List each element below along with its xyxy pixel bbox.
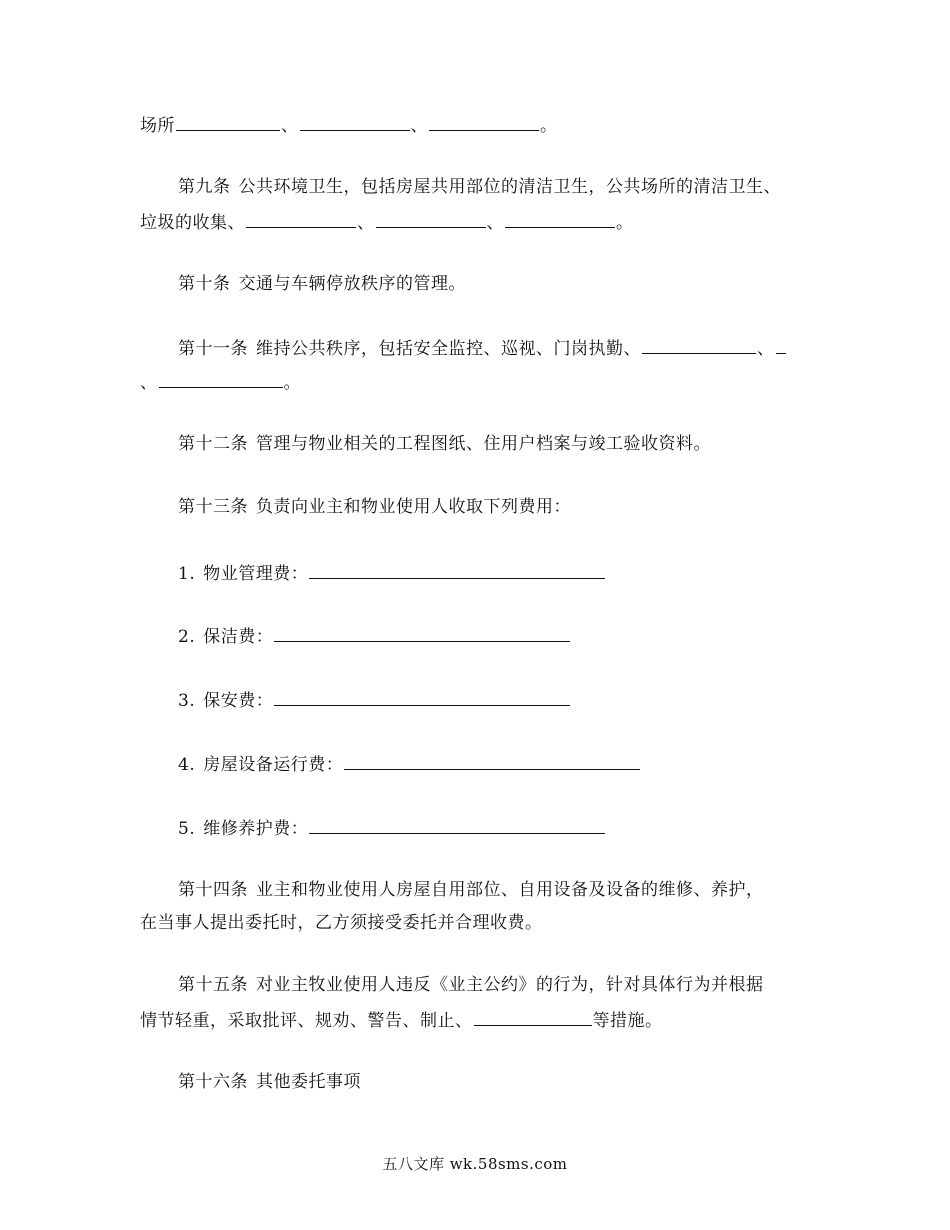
clause-12-text: 管理与物业相关的工程图纸、住用户档案与竣工验收资料。 — [256, 434, 711, 454]
fill-blank — [309, 816, 605, 834]
clause-9-text: 公共环境卫生，包括房屋共用部位的清洁卫生，公共场所的清洁卫生、 — [238, 177, 781, 197]
top-line-text: 场所 — [140, 116, 175, 136]
fill-blank — [429, 113, 539, 131]
fee-item — [178, 752, 641, 777]
fee-label: 维修养护费： — [203, 819, 309, 839]
fee-number: 4. — [178, 755, 196, 775]
separator: 、 — [486, 213, 504, 233]
period: 。 — [540, 116, 558, 136]
period: 。 — [616, 213, 634, 233]
separator: 、 — [410, 116, 428, 136]
clause-11-line-1 — [178, 336, 787, 361]
top-line — [140, 113, 558, 138]
clause-15-text-3: 等措施。 — [592, 1011, 663, 1031]
fill-blank — [159, 370, 283, 388]
clause-11-text: 维持公共秩序，包括安全监控、巡视、门岗执勤、 — [256, 339, 641, 359]
clause-9-line-1 — [178, 175, 781, 199]
fill-blank — [309, 561, 605, 579]
clause-11-line-2 — [140, 370, 301, 395]
separator: 、 — [757, 339, 775, 359]
separator: 、 — [140, 373, 158, 393]
clause-15-line-2 — [140, 1008, 663, 1033]
clause-15-text-2: 情节轻重，采取批评、规劝、警告、制止、 — [140, 1011, 473, 1031]
clause-10-title: 第十条 — [178, 274, 231, 294]
clause-9-title: 第九条 — [178, 177, 231, 197]
fee-number: 5. — [178, 819, 196, 839]
clause-11-title: 第十一条 — [178, 339, 248, 359]
clause-15-line-1 — [178, 973, 764, 997]
fee-item — [178, 688, 571, 713]
clause-12 — [178, 432, 711, 456]
clause-9-text-2: 垃圾的收集、 — [140, 213, 245, 233]
clause-16-title: 第十六条 — [178, 1072, 248, 1092]
clause-14-line-1 — [178, 878, 764, 902]
fill-blank — [274, 688, 570, 706]
clause-12-title: 第十二条 — [178, 434, 248, 454]
clause-14-title: 第十四条 — [178, 880, 248, 900]
fee-item — [178, 561, 606, 586]
clause-13-title: 第十三条 — [178, 497, 248, 517]
fee-item — [178, 816, 606, 841]
separator: 、 — [281, 116, 299, 136]
clause-15-text: 对业主牧业使用人违反《业主公约》的行为，针对具体行为并根据 — [256, 975, 764, 995]
fill-blank — [246, 210, 356, 228]
page-footer: 五八文库 wk.58sms.com — [382, 1155, 568, 1173]
fill-blank — [274, 624, 570, 642]
fill-blank — [642, 336, 756, 354]
clause-14-text-2: 在当事人提出委托时，乙方须接受委托并合理收费。 — [140, 913, 543, 933]
fill-blank — [344, 752, 640, 770]
clause-13-text: 负责向业主和物业使用人收取下列费用： — [256, 497, 571, 517]
clause-10 — [178, 272, 466, 296]
fee-item — [178, 624, 571, 649]
fill-blank — [176, 113, 280, 131]
fill-blank — [376, 210, 486, 228]
period: 。 — [283, 373, 301, 393]
fee-number: 3. — [178, 691, 196, 711]
fee-label: 保洁费： — [203, 627, 274, 647]
fill-blank — [776, 336, 786, 354]
fee-label: 保安费： — [203, 691, 274, 711]
clause-10-text: 交通与车辆停放秩序的管理。 — [238, 274, 466, 294]
clause-14-line-2 — [140, 911, 543, 935]
fill-blank — [505, 210, 615, 228]
clause-15-title: 第十五条 — [178, 975, 248, 995]
fill-blank — [474, 1008, 592, 1026]
clause-16-text: 其他委托事项 — [256, 1072, 361, 1092]
fee-number: 1. — [178, 564, 196, 584]
fee-number: 2. — [178, 627, 196, 647]
clause-14-text: 业主和物业使用人房屋自用部位、自用设备及设备的维修、养护， — [256, 880, 764, 900]
fee-label: 房屋设备运行费： — [203, 755, 344, 775]
separator: 、 — [357, 213, 375, 233]
clause-9-line-2 — [140, 210, 634, 235]
clause-13 — [178, 495, 571, 519]
fee-label: 物业管理费： — [203, 564, 309, 584]
clause-16 — [178, 1070, 361, 1094]
fill-blank — [300, 113, 410, 131]
